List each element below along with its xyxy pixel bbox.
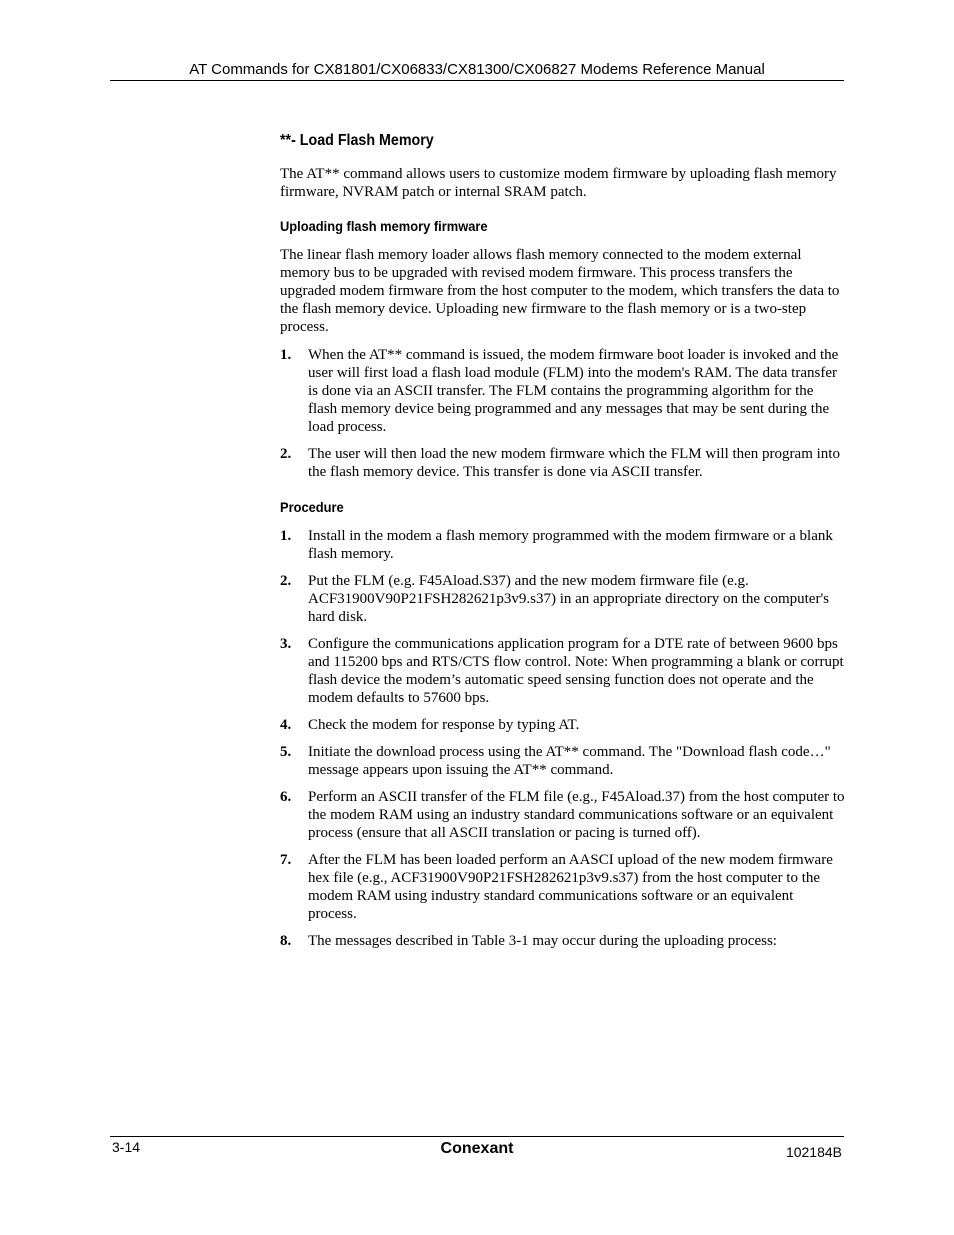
list-item bbox=[280, 635, 845, 707]
section-title: **- Load Flash Memory bbox=[280, 132, 434, 149]
list-item-number: 7. bbox=[280, 852, 292, 868]
list-item-text: When the AT** command is issued, the modem firmware boot loader is invoked and the user will first load a flash load module (FLM) into the modem's RAM. The data transfer is done via an ASCII transfer. The FLM contains the programming algorithm for the flash memory device being programmed and any messages that may be sent during the load process. bbox=[308, 347, 839, 435]
header-rule bbox=[110, 80, 844, 81]
list-item-number: 4. bbox=[280, 717, 292, 733]
list-item bbox=[280, 851, 845, 923]
list-item bbox=[280, 788, 845, 842]
list-item-text: Install in the modem a flash memory programmed with the modem firmware or a blank flash memory. bbox=[308, 528, 833, 562]
list-item-text: Configure the communications application program for a DTE rate of between 9600 bps and 115200 bps and RTS/CTS flow control. Note: When programming a blank or corrupt flash device the modem’s automatic speed sensing function does not operate and the modem defaults to 57600 bps. bbox=[308, 636, 844, 706]
page-number: 3-14 bbox=[112, 1139, 141, 1155]
list-item-number: 2. bbox=[280, 446, 292, 462]
uploading-paragraph: The linear flash memory loader allows flash memory connected to the modem external memory bus to be upgraded with revised modem firmware. This process transfers the upgraded modem firmware from the host computer to the modem, which transfers the data to the flash memory device. Uploading new firmware to the flash memory or is a two-step process. bbox=[280, 247, 840, 335]
list-item-text: The user will then load the new modem firmware which the FLM will then program into the flash memory device. This transfer is done via ASCII transfer. bbox=[308, 446, 840, 480]
list-item bbox=[280, 716, 845, 734]
list-item-number: 5. bbox=[280, 744, 292, 760]
list-item-number: 2. bbox=[280, 573, 292, 589]
running-header: AT Commands for CX81801/CX06833/CX81300/CX06827 Modems Reference Manual bbox=[189, 61, 765, 78]
procedure-steps-list bbox=[280, 527, 845, 950]
list-item-number: 6. bbox=[280, 789, 292, 805]
page-content bbox=[280, 131, 845, 959]
list-item bbox=[280, 572, 845, 626]
list-item-number: 1. bbox=[280, 347, 292, 363]
list-item-text: After the FLM has been loaded perform an AASCI upload of the new modem firmware hex file (e.g., ACF31900V90P21FSH282621p3v9.s37) from the host computer to the modem RAM using industry standard communications software or an equivalent process. bbox=[308, 852, 833, 922]
list-item-text: Check the modem for response by typing AT. bbox=[308, 717, 580, 733]
subsection-title-uploading: Uploading flash memory firmware bbox=[280, 218, 488, 234]
list-item-text: Initiate the download process using the AT** command. The "Download flash code…" message appears upon issuing the AT** command. bbox=[308, 744, 831, 778]
list-item bbox=[280, 445, 845, 481]
subsection-title-procedure: Procedure bbox=[280, 499, 344, 515]
footer-company: Conexant bbox=[440, 1140, 514, 1157]
list-item-text: Put the FLM (e.g. F45Aload.S37) and the new modem firmware file (e.g. ACF31900V90P21FSH282621p3v9.s37) in an appropriate directory on the computer's hard disk. bbox=[308, 573, 829, 625]
document-number: 102184B bbox=[785, 1144, 842, 1160]
list-item bbox=[280, 932, 845, 950]
list-item bbox=[280, 743, 845, 779]
footer-rule bbox=[110, 1136, 844, 1137]
list-item bbox=[280, 346, 845, 436]
list-item-number: 8. bbox=[280, 933, 292, 949]
uploading-steps-list bbox=[280, 346, 845, 481]
intro-paragraph: The AT** command allows users to customize modem firmware by uploading flash memory firmware, NVRAM patch or internal SRAM patch. bbox=[280, 166, 837, 200]
list-item-text: The messages described in Table 3-1 may occur during the uploading process: bbox=[308, 933, 777, 949]
list-item-text: Perform an ASCII transfer of the FLM file (e.g., F45Aload.37) from the host computer to the modem RAM using an industry standard communications software or an equivalent process (ensure that all ASCII translation or pacing is turned off). bbox=[308, 789, 845, 841]
list-item bbox=[280, 527, 845, 563]
list-item-number: 3. bbox=[280, 636, 292, 652]
list-item-number: 1. bbox=[280, 528, 292, 544]
